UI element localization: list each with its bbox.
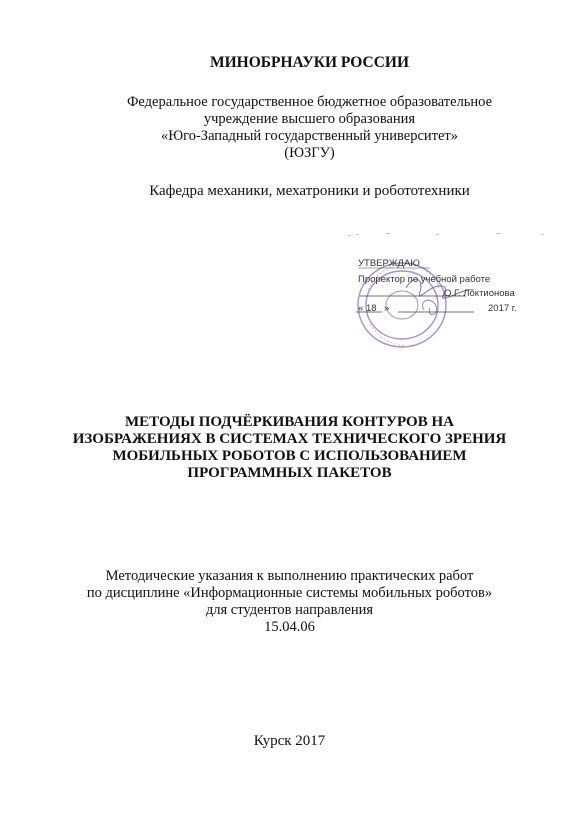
document-title (0, 414, 579, 482)
title-line: МОБИЛЬНЫХ РОБОТОВ С ИСПОЛЬЗОВАНИЕМ (112, 448, 467, 464)
approval-position: Проректор по учебной работе (358, 274, 491, 285)
title-line: ИЗОБРАЖЕНИЯХ В СИСТЕМАХ ТЕХНИЧЕСКОГО ЗРЕНИЯ (72, 431, 507, 447)
department-name: Кафедра механики, мехатроники и робототехники (149, 183, 470, 199)
approval-year: 2017 г. (488, 303, 517, 314)
institution-line: «Юго-Западный государственный университет» (160, 128, 459, 144)
approval-heading: УТВЕРЖДАЮ (358, 258, 420, 269)
approval-date-day: 18 (366, 303, 377, 314)
method-line: по дисциплине «Информационные системы мобильных роботов» (86, 585, 493, 601)
title-line: ПРОГРАММНЫХ ПАКЕТОВ (187, 465, 392, 481)
approval-date-open-quote: « (358, 303, 364, 314)
title-line: МЕТОДЫ ПОДЧЁРКИВАНИЯ КОНТУРОВ НА (125, 414, 454, 430)
method-line: Методические указания к выполнению практических работ (105, 568, 474, 584)
approval-date-close-quote: » (384, 303, 390, 314)
institution-line: (ЮЗГУ) (284, 145, 335, 161)
ministry-heading: МИНОБРНАУКИ РОССИИ (209, 54, 410, 71)
method-line: для студентов направления (205, 602, 374, 618)
institution-line: Федеральное государственное бюджетное образовательное (126, 94, 493, 110)
method-description (0, 568, 579, 636)
institution-block (0, 94, 579, 162)
institution-line: учреждение высшего образования (203, 111, 416, 127)
method-line: 15.04.06 (264, 619, 315, 635)
approval-name: О.Г. Локтионова (444, 288, 515, 299)
approval-stamp (346, 232, 556, 362)
city-year: Курск 2017 (253, 733, 326, 749)
